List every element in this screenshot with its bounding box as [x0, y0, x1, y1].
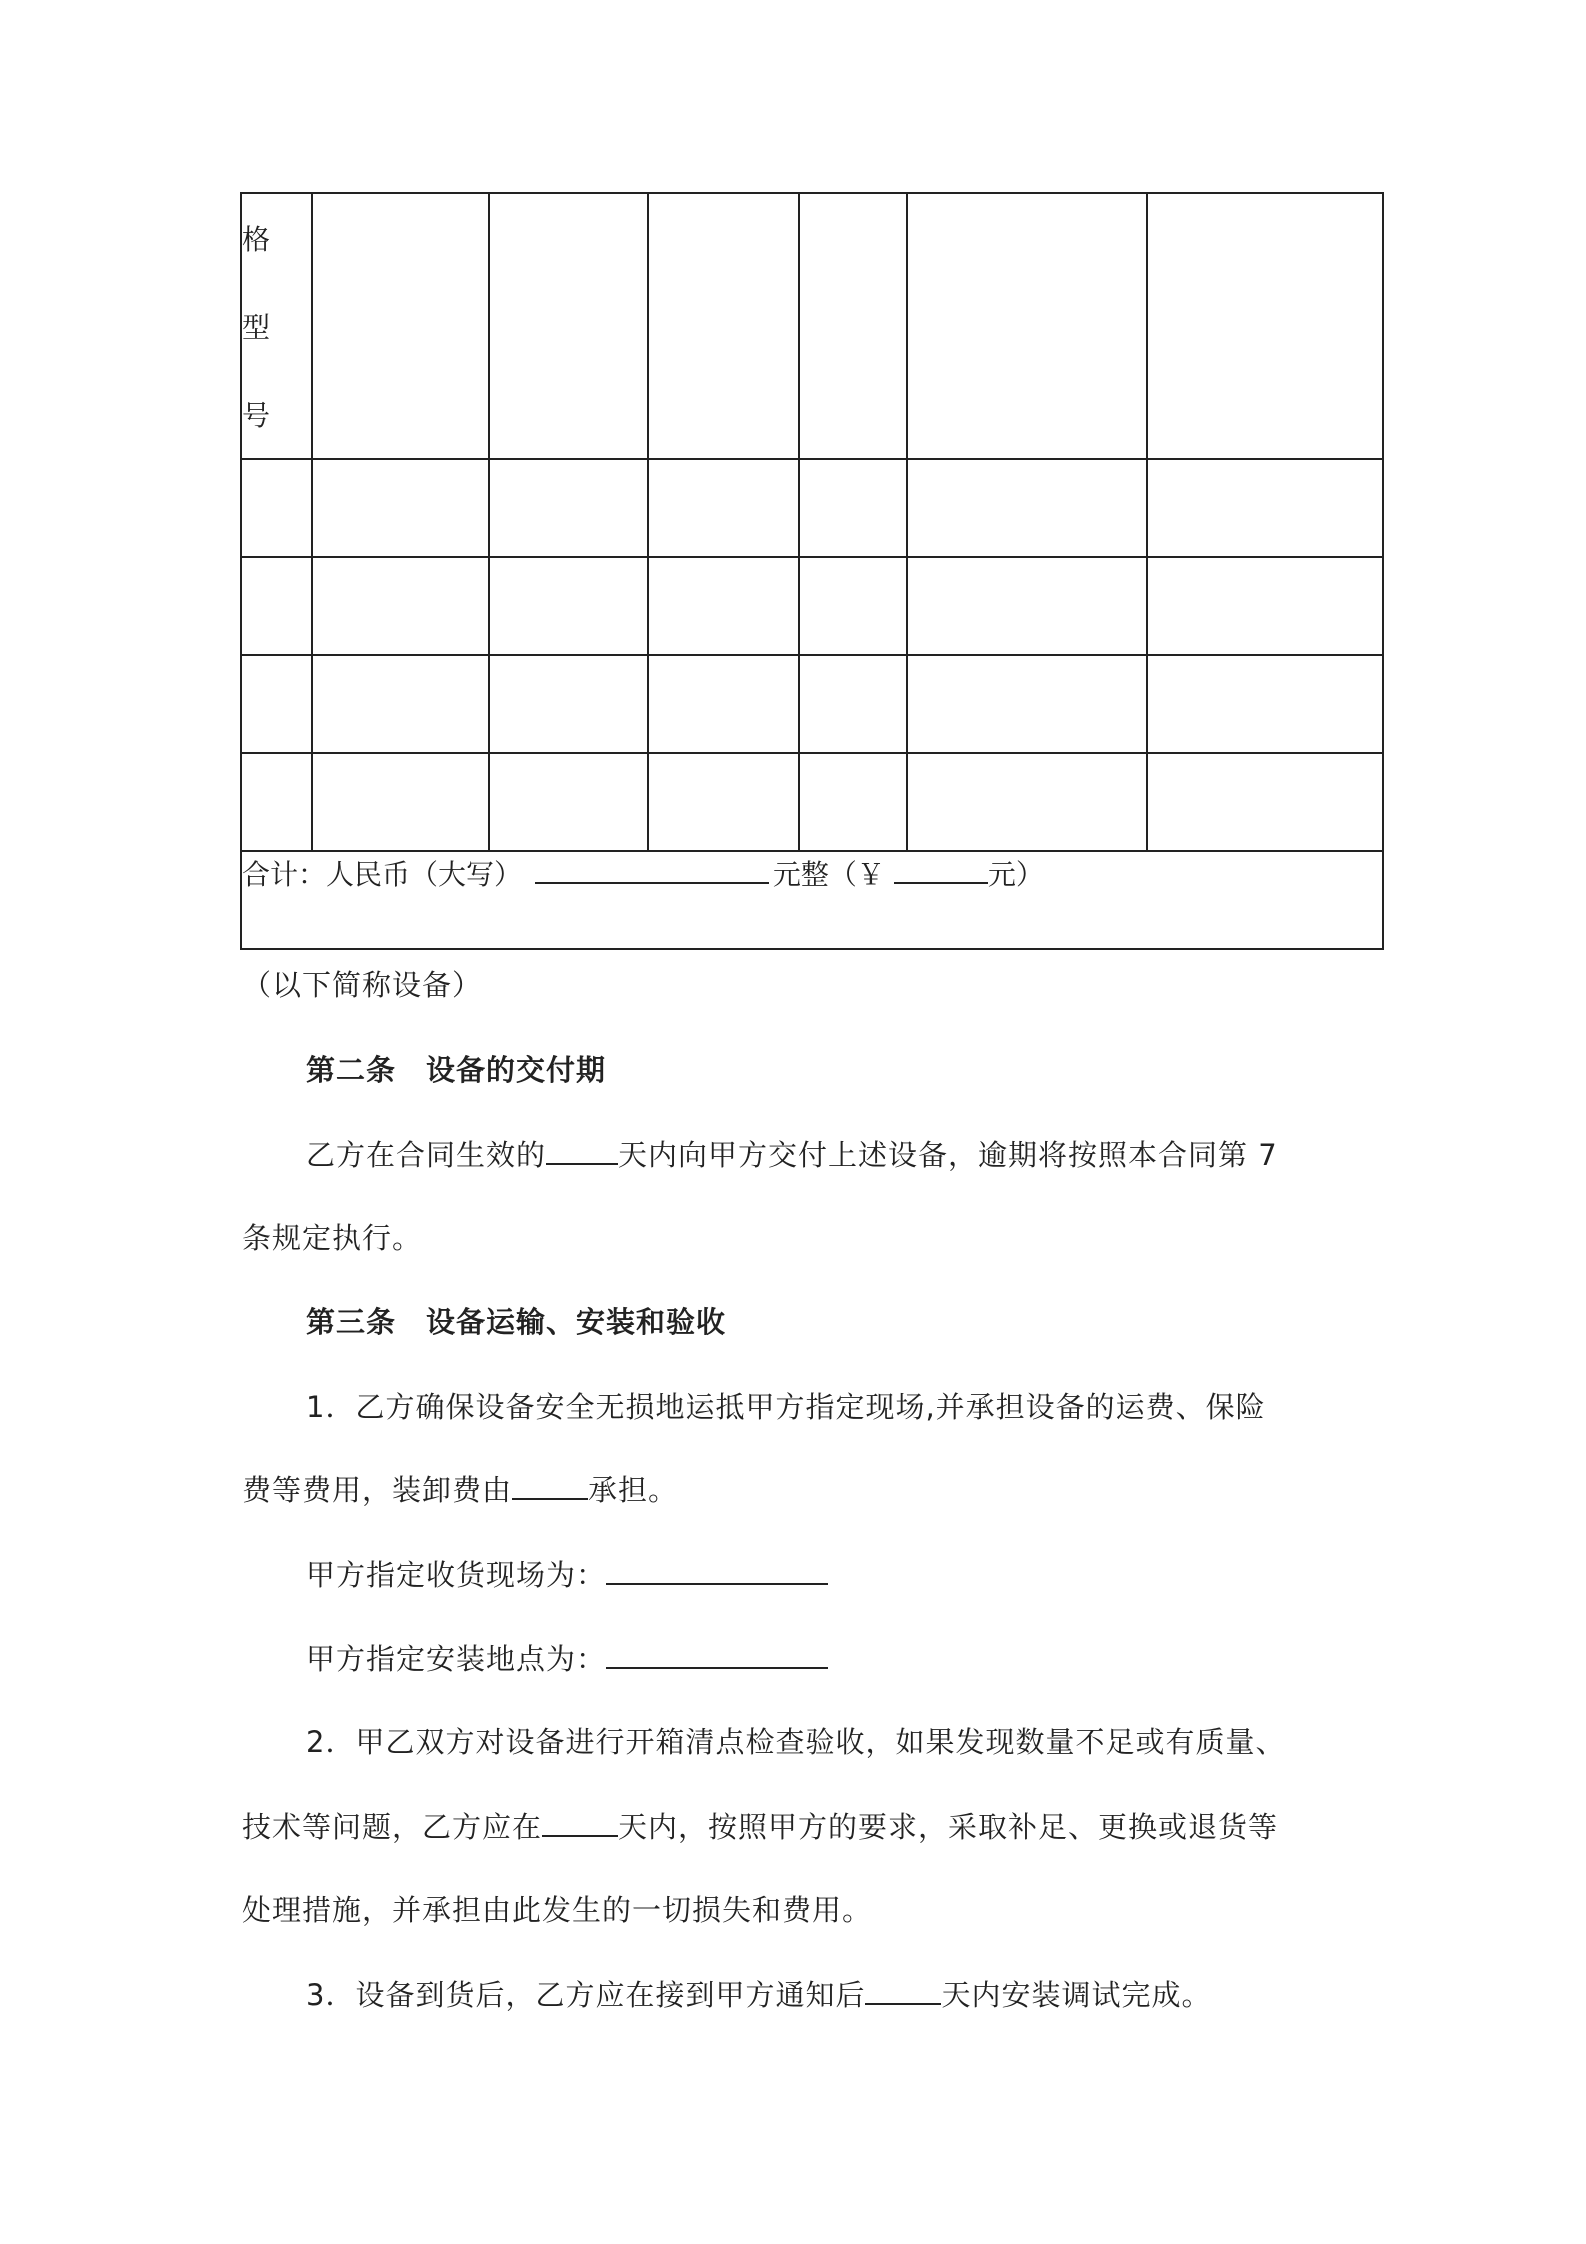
- table-cell: [1147, 193, 1383, 459]
- total-prefix: 合计：人民币（大写）: [242, 858, 523, 891]
- item2-text-a: 技术等问题，乙方应在: [242, 1810, 543, 1844]
- total-suffix: 元）: [987, 858, 1044, 891]
- spec-char: 型: [242, 311, 271, 344]
- table-cell: [799, 193, 907, 459]
- table-cell: [1147, 459, 1383, 557]
- install-site-blank[interactable]: [606, 1637, 828, 1669]
- table-cell: [312, 753, 489, 851]
- amount-words-blank[interactable]: [535, 852, 769, 884]
- art2-text-b: 天内向甲方交付上述设备，逾期将按照本合同第 7: [618, 1138, 1278, 1172]
- receive-site-line: [306, 1553, 828, 1594]
- table-row: [241, 753, 1383, 851]
- item-1-line-1: 1．乙方确保设备安全无损地运抵甲方指定现场,并承担设备的运费、保险: [306, 1390, 1266, 1424]
- table-row: [241, 557, 1383, 655]
- table-cell: [241, 557, 312, 655]
- table-row: [241, 459, 1383, 557]
- total-row: [241, 851, 1383, 949]
- spec-char: 号: [242, 399, 271, 432]
- item-2-line-3: 处理措施，并承担由此发生的一切损失和费用。: [242, 1893, 873, 1927]
- table-cell: [648, 753, 799, 851]
- table-cell: [648, 459, 799, 557]
- item3-text-a: 3．设备到货后，乙方应在接到甲方通知后: [306, 1978, 866, 2012]
- table-cell: [1147, 753, 1383, 851]
- item2-text-b: 天内，按照甲方的要求，采取补足、更换或退货等: [618, 1810, 1279, 1844]
- table-row: [241, 655, 1383, 753]
- table-cell: [799, 655, 907, 753]
- table-cell: [312, 193, 489, 459]
- item1-text-a: 费等费用，装卸费由: [242, 1473, 513, 1507]
- equipment-note: （以下简称设备）: [242, 968, 483, 1002]
- spec-model-cell: [241, 193, 312, 459]
- item-3-line: [306, 1973, 1211, 2014]
- remedy-days-blank[interactable]: [542, 1805, 618, 1837]
- item-1-line-2: [242, 1468, 678, 1509]
- item1-text-b: 承担。: [588, 1473, 679, 1507]
- table-cell: [489, 193, 648, 459]
- article-2-title: 第二条 设备的交付期: [306, 1053, 607, 1087]
- table-cell: [489, 459, 648, 557]
- equipment-table: [240, 192, 1384, 950]
- article-2-line-2: 条规定执行。: [242, 1221, 423, 1255]
- table-cell: [489, 557, 648, 655]
- article-3-title: 第三条 设备运输、安装和验收: [306, 1305, 727, 1339]
- total-cell: [241, 851, 1383, 949]
- install-site-line: [306, 1637, 828, 1678]
- delivery-days-blank[interactable]: [546, 1133, 618, 1165]
- table-cell: [1147, 557, 1383, 655]
- unloading-fee-blank[interactable]: [512, 1468, 588, 1500]
- table-cell: [648, 557, 799, 655]
- table-cell: [312, 655, 489, 753]
- table-cell: [312, 557, 489, 655]
- table-cell: [799, 459, 907, 557]
- table-cell: [907, 193, 1147, 459]
- table-cell: [241, 655, 312, 753]
- table-cell: [1147, 655, 1383, 753]
- table-cell: [312, 459, 489, 557]
- table-cell: [648, 655, 799, 753]
- item3-text-b: 天内安装调试完成。: [941, 1978, 1212, 2012]
- table-cell: [648, 193, 799, 459]
- table-cell: [799, 753, 907, 851]
- table-cell: [907, 557, 1147, 655]
- table-cell: [907, 655, 1147, 753]
- table-cell: [241, 459, 312, 557]
- table-cell: [241, 753, 312, 851]
- table-cell: [907, 753, 1147, 851]
- table-row: [241, 193, 1383, 459]
- item-2-line-1: 2．甲乙双方对设备进行开箱清点检查验收，如果发现数量不足或有质量、: [306, 1725, 1286, 1759]
- total-middle: 元整（￥: [772, 858, 885, 891]
- table-cell: [489, 753, 648, 851]
- install-site-label: 甲方指定安装地点为：: [306, 1642, 607, 1676]
- install-days-blank[interactable]: [865, 1973, 941, 2005]
- spec-char: 格: [242, 223, 271, 256]
- article-2-line-1: [306, 1133, 1278, 1174]
- table-cell: [907, 459, 1147, 557]
- art2-text-a: 乙方在合同生效的: [306, 1138, 547, 1172]
- receive-site-label: 甲方指定收货现场为：: [306, 1558, 607, 1592]
- amount-figures-blank[interactable]: [894, 852, 988, 884]
- receive-site-blank[interactable]: [606, 1553, 828, 1585]
- table-cell: [489, 655, 648, 753]
- table-cell: [799, 557, 907, 655]
- item-2-line-2: [242, 1805, 1278, 1846]
